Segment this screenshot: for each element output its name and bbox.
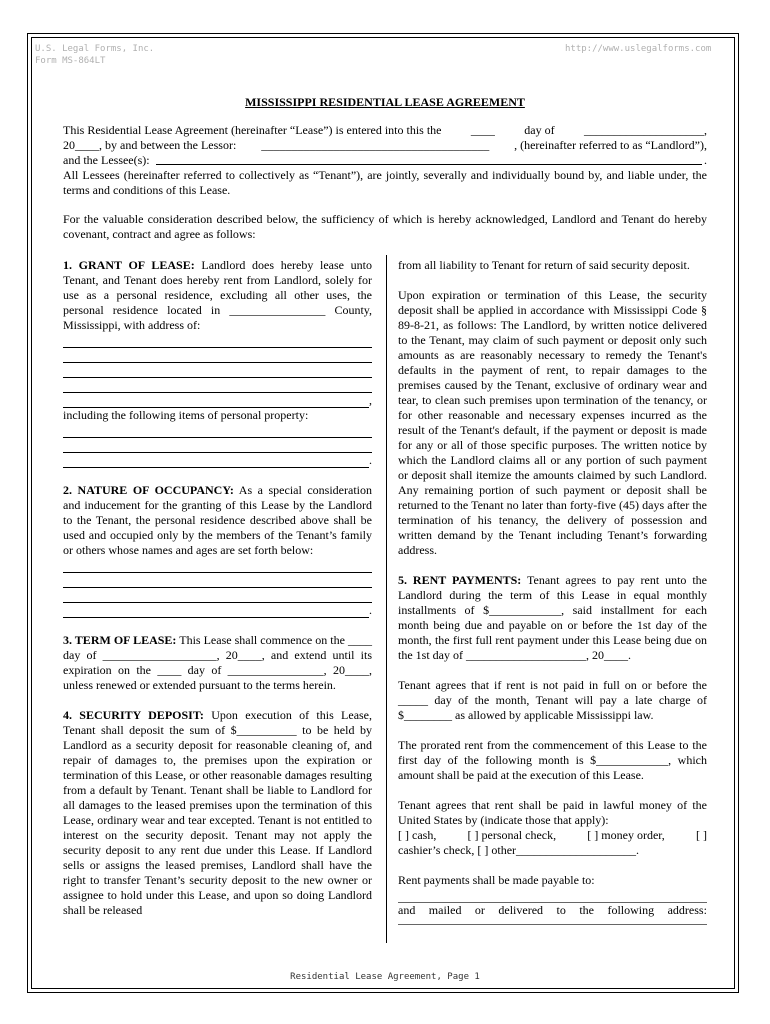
section-3-heading: 3. TERM OF LEASE: xyxy=(63,633,177,647)
mailed-word-3: or xyxy=(474,903,485,917)
property-line-3[interactable]: . xyxy=(63,453,372,468)
payee-line[interactable] xyxy=(398,888,707,903)
intro-text-2a: 20____, by and between the Lessor: xyxy=(63,138,237,152)
section-1 xyxy=(63,258,372,333)
mailed-word-2: mailed xyxy=(428,903,462,917)
address-line-4[interactable] xyxy=(63,378,372,393)
section-5 xyxy=(398,573,707,663)
section-2 xyxy=(63,483,372,558)
occupant-line-4[interactable]: . xyxy=(63,603,372,618)
section-5-late-charge: Tenant agrees that if rent is not paid in full on or before the _____ day of the month, Tenant will pay a late charge of $________ as allowed by applicable Mississippi law. xyxy=(398,678,707,722)
intro-text-4: All Lessees (hereinafter referred to collectively as “Tenant”), are jointly, severally and individually bound by, and liable under, the terms and conditions of this Lease. xyxy=(63,168,707,197)
header-url[interactable]: http://www.uslegalforms.com xyxy=(565,44,712,54)
intro-blank-month[interactable]: ____________________, xyxy=(583,123,707,137)
intro-line-3: and the Lessee(s): . xyxy=(63,153,707,167)
address-line-2[interactable] xyxy=(63,348,372,363)
intro-paragraph xyxy=(63,123,707,198)
intro-text-3a: and the Lessee(s): xyxy=(63,153,150,167)
mailed-word-4: delivered xyxy=(498,903,544,917)
section-3-text-2: 20____, unless renewed or extended pursuant to the terms herein. xyxy=(63,663,372,692)
column-divider xyxy=(386,255,387,943)
lessee-blank[interactable] xyxy=(156,153,702,165)
section-5-payable-to: Rent payments shall be made payable to: xyxy=(398,873,595,887)
lessor-blank[interactable]: ______________________________________ xyxy=(261,138,490,152)
address-line-1[interactable] xyxy=(63,333,372,348)
option-cashiers-bracket[interactable]: [ ] xyxy=(695,828,707,842)
section-4-text: Upon execution of this Lease, Tenant shall deposit the sum of $__________ to be held by Landlord as a security deposit for reasonable cleaning of, and repair of damages to, the premises upon the expiration or termination of this Lease, or other reasonable damages resulting from a default by Tenant. Tenant shall be liable to Landlord for all damages to the leased premises upon the termination of this Lease, ordinary wear and tear excepted. Tenant is not entitled to interest on the security deposit. Tenant may not apply the security deposit to any rent due under this Lease. If Landlord sells or assigns the leased premises, Landlord shall have the right to transfer Tenant’s security deposit to the new owner or assignee to hold under this Lease, and upon so doing Landlord shall be released xyxy=(63,708,373,917)
section-5-prorated: The prorated rent from the commencement of this Lease to the first day of the following month is $____________, which amount shall be paid at the execution of this Lease. xyxy=(398,738,707,782)
mailed-address-line xyxy=(398,903,707,918)
mailed-word-7: following xyxy=(607,903,655,917)
intro-line-1 xyxy=(63,123,707,138)
section-2-heading: 2. NATURE OF OCCUPANCY: xyxy=(63,483,234,497)
section-1-heading: 1. GRANT OF LEASE: xyxy=(63,258,195,272)
option-cash[interactable]: [ ] cash, xyxy=(398,828,437,842)
document-title: MISSISSIPPI RESIDENTIAL LEASE AGREEMENT xyxy=(245,95,525,109)
header-company: U.S. Legal Forms, Inc. xyxy=(35,44,155,54)
occupant-line-2[interactable] xyxy=(63,573,372,588)
address-line-5[interactable]: , xyxy=(63,393,372,408)
property-line-1[interactable] xyxy=(63,423,372,438)
section-5-payment-methods: Tenant agrees that rent shall be paid in lawful money of the United States by (indicate those that apply): xyxy=(398,798,707,827)
section-3-text-1: This Lease shall commence on the ____ day of ___________________, 20____, and extend until its expiration on the ____ day of ________________, xyxy=(63,633,372,677)
section-5-text: Tenant agrees to pay rent unto the Landlord during the term of this Lease in equal monthly installments of $____________, said installment for each month being due and payable on or before the 1st day of the month, the first full rent payment under this Lease being due on the 1st day of ____________________, 20____. xyxy=(398,573,707,662)
section-4 xyxy=(63,708,372,918)
mailed-word-5: to xyxy=(556,903,566,917)
occupant-line-3[interactable] xyxy=(63,588,372,603)
section-1-personal-property: including the following items of personal property: xyxy=(63,408,309,422)
section-3 xyxy=(63,633,372,693)
option-personal-check[interactable]: [ ] personal check, xyxy=(467,828,557,842)
left-column xyxy=(63,258,372,918)
payment-options-row xyxy=(398,828,707,843)
intro-text-2b: , (hereinafter referred to as “Landlord”), xyxy=(514,138,707,152)
section-2-text: As a special consideration and inducement for the granting of this Lease by the Landlord to the Tenant, the personal residence described above shall be used and occupied only by the members of the Tenant’s family or others whose names and ages are set forth below: xyxy=(63,483,373,557)
section-4-expiration: Upon expiration or termination of this Lease, the security deposit shall be applied in accordance with Mississippi Code § 89-8-21, as follows: The Landlord, by written notice delivered to the Tenant, may claim of such payment or deposit only such amounts as are reasonably necessary to remedy the Tenant's defaults in the payment of rent, to repair damages to the premises caused by the Tenant, exclusive of ordinary wear and tear, to clean such premises upon termination of the tenancy, or for other reasonable and necessary expenses incurred as the result of the Tenant's default, if the payment or deposit is made for any or all of those specific purposes. The written notice by which the Landlord claims all or any portion of such payment or deposit shall itemize the amounts claimed by such Landlord. Any remaining portion of such payment or deposit shall be returned to the Tenant no later than forty-five (45) days after the termination of his tenancy, the delivery of possession and written demand by the Tenant including Tenant’s forwarding address. xyxy=(398,288,707,557)
property-line-2[interactable] xyxy=(63,438,372,453)
option-cashiers-check[interactable]: cashier’s check, [ ] other____________________. xyxy=(398,843,640,857)
consideration-paragraph: For the valuable consideration described below, the sufficiency of which is hereby acknowledged, Landlord and Tenant do hereby covenant, contract and agree as follows: xyxy=(63,212,707,241)
page-footer: Residential Lease Agreement, Page 1 xyxy=(290,972,480,982)
right-column xyxy=(398,258,707,925)
header-form-id: Form MS-864LT xyxy=(35,56,106,66)
intro-text-1b: day of xyxy=(524,123,555,137)
mailed-word-8: address: xyxy=(667,903,707,917)
occupant-line-1[interactable] xyxy=(63,558,372,573)
section-1-text: Landlord does hereby lease unto Tenant, and Tenant does hereby rent from Landlord, solely for use as a personal residence, excluding all other uses, the personal residence located in ________________ County, Mississippi, with address of: xyxy=(63,258,373,332)
mailed-word-6: the xyxy=(579,903,594,917)
option-money-order[interactable]: [ ] money order, xyxy=(587,828,665,842)
intro-blank-day[interactable]: ____ xyxy=(470,123,495,137)
mailed-word-1: and xyxy=(398,903,416,917)
intro-text-1a: This Residential Lease Agreement (hereinafter “Lease”) is entered into this the xyxy=(63,123,442,137)
section-4-heading: 4. SECURITY DEPOSIT: xyxy=(63,708,204,722)
section-5-heading: 5. RENT PAYMENTS: xyxy=(398,573,522,587)
address-line-3[interactable] xyxy=(63,363,372,378)
mailing-address-line[interactable] xyxy=(398,918,707,925)
intro-line-2 xyxy=(63,138,707,153)
section-4-continued: from all liability to Tenant for return of said security deposit. xyxy=(398,258,690,272)
